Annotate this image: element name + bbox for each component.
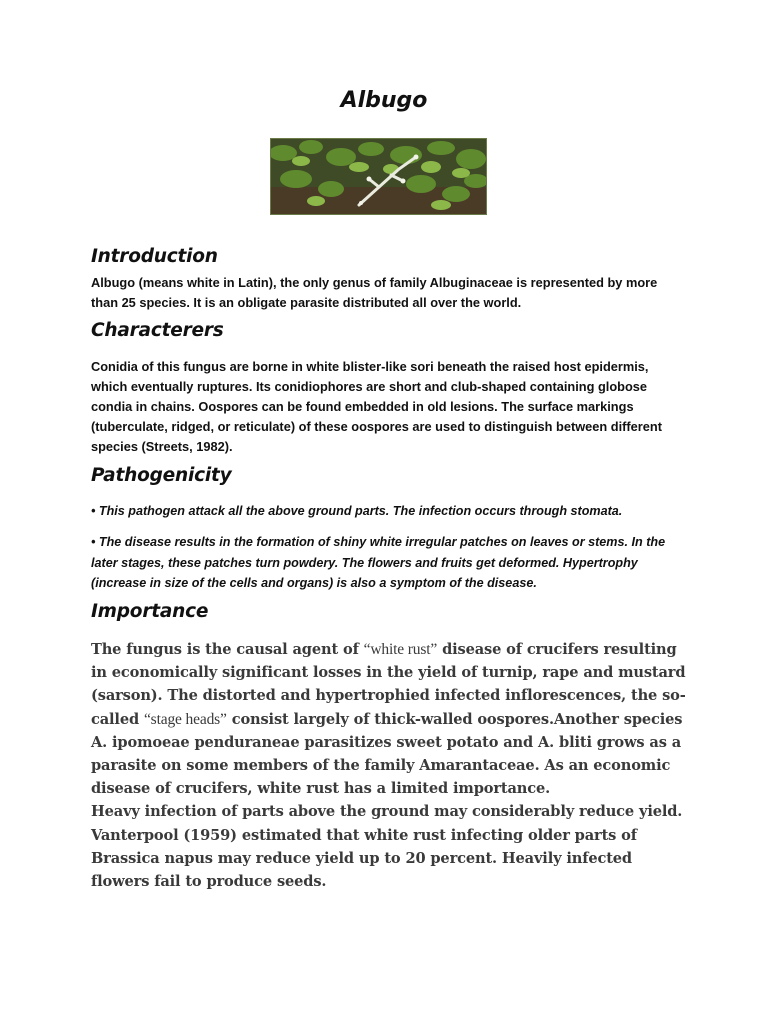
introduction-heading: Introduction xyxy=(91,246,218,267)
stage-heads-quote: “stage heads” xyxy=(143,710,227,728)
white-rust-quote: “white rust” xyxy=(363,641,438,658)
introduction-body: Albugo (means white in Latin), the only genus of family Albuginaceae is represented by more than 25 species. It is an obligate parasite distributed all over the world. xyxy=(91,275,658,310)
importance-heading: Importance xyxy=(91,601,209,622)
characters-body: Conidia of this fungus are borne in white blister-like sori beneath the raised host epidermis, which eventually ruptures. Its conidiophores are short and club-shaped containing globose condia in chains. Oospores can be found embedded in old lesions. The surface markings (tuberculate, ridged, or reticulate) of these oospores are used to distinguish between different species (Streets, 1982). xyxy=(91,359,662,454)
pathogenicity-bullet: • This pathogen attack all the above ground parts. The infection occurs through stomata. xyxy=(91,504,623,518)
page-title: Albugo xyxy=(340,88,428,113)
importance-text: The fungus is the causal agent of xyxy=(91,641,364,658)
plant-photo-illustration xyxy=(271,139,486,214)
importance-paragraph xyxy=(91,638,691,893)
albugo-plant-image xyxy=(270,138,487,215)
characters-heading: Characterers xyxy=(91,320,224,341)
pathogenicity-heading: Pathogenicity xyxy=(91,465,232,486)
pathogenicity-bullet: • The disease results in the formation of shiny white irregular patches on leaves or stems. In the later stages, these patches turn powdery. The flowers and fruits get deformed. Hypertrophy (increase in size of the cells and organs) is also a symptom of the disease. xyxy=(91,535,666,590)
importance-text: consist largely of thick-walled oospores.Another species A. ipomoeae penduraneae parasitizes sweet potato and A. bliti grows as a parasite on some members of the family Amarantaceae. As an economic disease of crucifers, white rust has a limited importance. xyxy=(91,710,683,798)
importance-paragraph-2: Heavy infection of parts above the ground may considerably reduce yield. Vanterpool (1959) estimated that white rust infecting older parts of Brassica napus may reduce yield up to 20 percent. Heavily infected flowers fail to produce seeds. xyxy=(91,803,683,891)
importance-text: disease of crucifers resulting in economically significant losses in the yield of turnip, rape and mustard (sarson). The distorted and hypertrophied infected inflorescences, the so-called xyxy=(91,641,686,728)
